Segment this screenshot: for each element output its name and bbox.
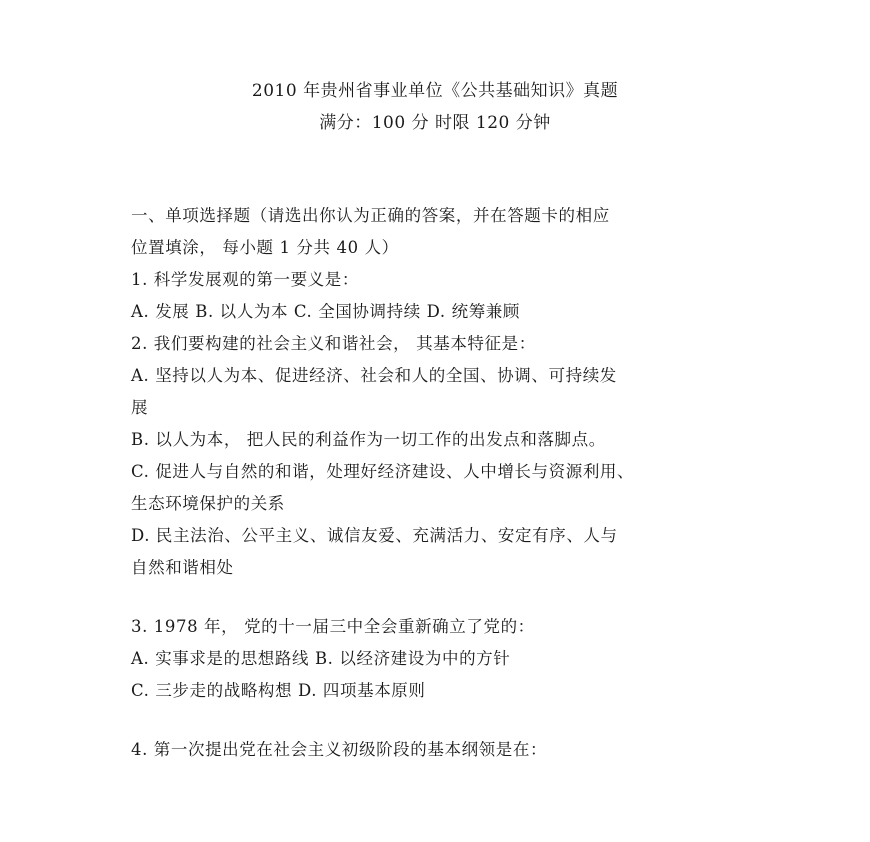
question-2-option-d-line-1: D. 民主法治、公平主义、诚信友爱、充满活力、安定有序、人与 [131,526,618,545]
question-1-options: A. 发展 B. 以人为本 C. 全国协调持续 D. 统筹兼顾 [131,302,521,321]
question-4: 4. 第一次提出党在社会主义初级阶段的基本纲领是在： [131,740,548,759]
question-1: 1. 科学发展观的第一要义是： [131,270,359,289]
question-2-option-c-line-1: C. 促进人与自然的和谐，处理好经济建设、人中增长与资源利用、 [131,462,635,481]
question-2: 2. 我们要构建的社会主义和谐社会， 其基本特征是： [131,334,536,353]
question-2-option-d-line-2: 自然和谐相处 [131,558,234,577]
question-2-option-a-line-2: 展 [131,398,149,417]
paragraph-gap [131,584,751,611]
document-subtitle: 满分：100 分 时限 120 分钟 [319,113,551,133]
section-heading-line-1: 一、单项选择题（请选出你认为正确的答案，并在答题卡的相应 [131,206,610,225]
document-title: 2010 年贵州省事业单位《公共基础知识》真题 [251,81,619,101]
question-3-options-line-1: A. 实事求是的思想路线 B. 以经济建设为中的方针 [131,649,511,668]
question-2-option-c-line-2: 生态环境保护的关系 [131,494,285,513]
question-2-option-b: B. 以人为本， 把人民的利益作为一切工作的出发点和落脚点。 [131,430,606,449]
question-3: 3. 1978 年， 党的十一届三中全会重新确立了党的： [131,617,535,636]
section-heading-line-2: 位置填涂， 每小题 1 分共 40 人） [131,238,399,257]
paragraph-gap [131,707,751,734]
document-body [131,200,751,766]
question-3-options-line-2: C. 三步走的战略构想 D. 四项基本原则 [131,681,426,700]
question-2-option-a-line-1: A. 坚持以人为本、促进经济、社会和人的全国、协调、可持续发 [131,366,617,385]
